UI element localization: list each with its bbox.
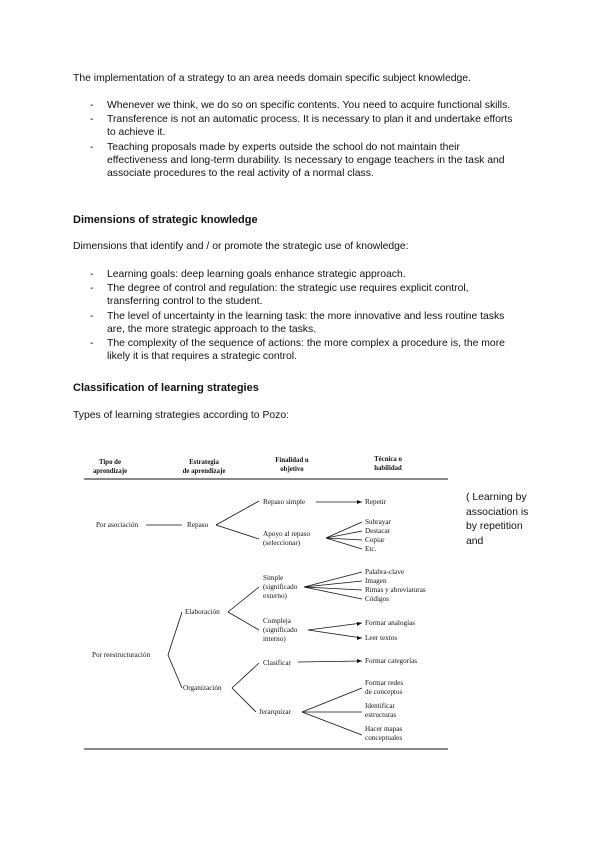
technique-palabra-clave: Palabra-clave [365,568,405,576]
header-col1: Tipo de [99,459,121,466]
list-item: - Transference is not an automatic process. It is necessary to plan it and undertake efforts to achieve it. [73,113,513,139]
list-item: - Teaching proposals made by experts outside the school do not maintain their effectiveness and long-term durability. Is necessary to engage teachers in the task and associate procedures to the real activity of a normal class. [73,141,513,181]
list-item: - Whenever we think, we do so on specific contents. You need to acquire functional skills. [73,99,513,112]
technique-repetir: Repetir [365,498,387,506]
header-col4: habilidad [374,465,402,472]
technique-etc: Etc. [365,545,377,553]
type-reestructuracion: Por reestructuración [92,651,151,659]
goal-repaso-simple: Repaso simple [263,498,306,506]
list-item: - The level of uncertainty in the learning task: the more innovative and less routine tasks are, the more strategic approach to the tasks. [73,310,513,336]
strategy-classification-diagram [76,452,456,757]
goal-simple: (significado [263,583,298,591]
technique-redes: Formar redes [365,679,404,687]
header-col1: aprendizaje [92,468,128,475]
technique-codigos: Códigos [365,595,389,603]
goal-jerarquizar: Jerarquizar [259,708,291,716]
technique-formar-analogias: Formar analogías [365,619,416,627]
technique-copiar: Copiar [365,536,385,544]
list-item: - The degree of control and regulation: the strategic use requires explicit control, transferring control to the student. [73,282,513,308]
side-note: ( Learning by association is by repetition and [466,492,529,547]
header-col2: de aprendizaje [182,468,226,475]
list-item: - The complexity of the sequence of actions: the more complex a procedure is, the more likely it is that requires a strategic control. [73,337,513,363]
bullet-list-knowledge [73,99,513,181]
header-col3: Finalidad u [275,457,309,464]
technique-imagen: Imagen [365,577,387,585]
dimensions-intro: Dimensions that identify and / or promote the strategic use of knowledge: [73,241,409,252]
goal-simple: Simple [263,574,284,582]
header-col2: Estrategia [189,459,219,466]
heading-classification: Classification of learning strategies [73,382,259,394]
header-col3: objetivo [280,466,304,473]
technique-subrayar: Subrayar [365,518,391,526]
technique-identificar: Identificar [365,702,395,710]
technique-redes: de conceptos [365,688,403,696]
goal-compleja: (significado [263,626,298,634]
intro-paragraph: The implementation of a strategy to an area needs domain specific subject knowledge. [73,73,471,84]
strategy-repaso: Repaso [187,521,209,529]
goal-clasificar: Clasificar [263,659,291,667]
types-intro: Types of learning strategies according to Pozo: [73,410,290,421]
technique-formar-categorias: Formar categorías [365,657,418,665]
technique-mapas: conceptuales [365,734,403,742]
strategy-organizacion: Organización [183,684,222,692]
goal-compleja: Compleja [263,617,291,625]
technique-destacar: Destacar [365,527,391,535]
goal-apoyo: Apoyo al repaso [263,530,311,538]
heading-dimensions: Dimensions of strategic knowledge [73,214,258,226]
goal-simple: externo) [263,592,287,600]
diagram-connectors [146,501,362,735]
list-item: - Learning goals: deep learning goals enhance strategic approach. [73,268,513,281]
strategy-elaboracion: Elaboración [185,608,220,616]
header-col4: Técnica o [374,456,402,463]
goal-compleja: interno) [263,635,286,643]
technique-leer-textos: Leer textos [365,634,398,642]
technique-rimas: Rimas y abreviaturas [365,586,426,594]
bullet-list-dimensions [73,268,513,364]
technique-identificar: estructuras [365,711,397,719]
goal-apoyo: (seleccionar) [263,539,301,547]
type-asociacion: Por asociación [96,521,139,529]
technique-mapas: Hacer mapas [365,725,403,733]
